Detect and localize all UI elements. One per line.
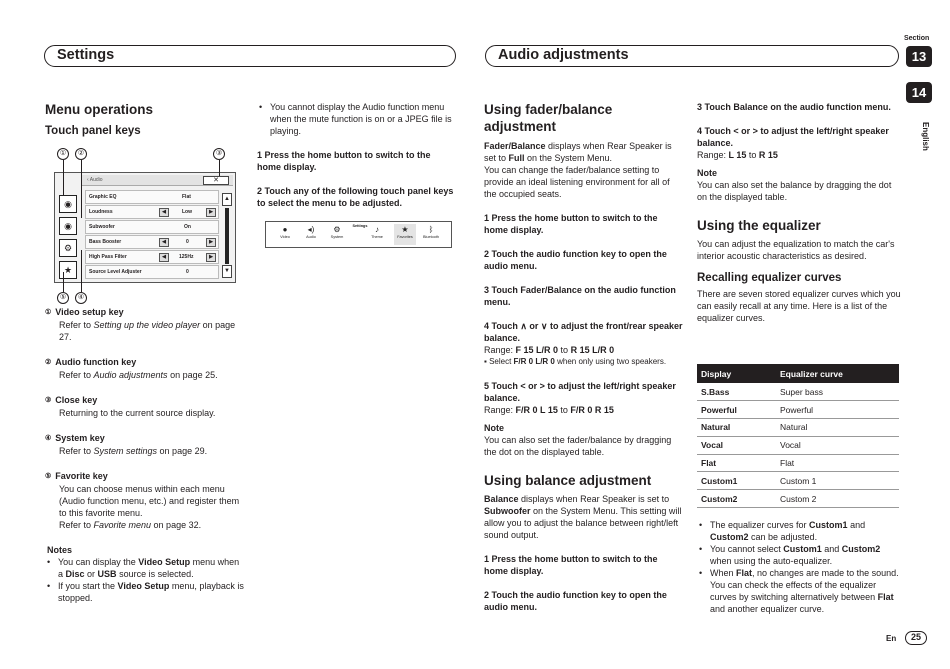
key-desc-ref: Favorite menu [93,520,152,530]
key-item [45,306,245,343]
note-heading: Note [697,168,717,178]
key-item [45,432,245,457]
range-text: to [557,405,571,415]
fader-desc: You can change the fader/balance setting to provide an ideal listening environment for all of the occupied seats. [484,165,670,199]
inline-bold: Fader/Balance [484,141,546,151]
arrow-left-icon: ◀ [159,238,169,247]
note-text: and another equalizer curve. [710,604,825,614]
range-text: to [746,150,759,160]
key-desc: Refer to [59,520,94,530]
menu-label: System [330,235,344,239]
eq-note [697,543,902,567]
table-row [697,401,899,419]
key-title: Audio function key [55,357,137,367]
menu-tile-audio [300,224,322,245]
balance-step-3: 3 Touch Balance on the audio function menu. [697,102,891,112]
bluetooth-icon: ᛒ [428,225,434,234]
row-value: 0 [186,239,189,245]
system-key-icon: ⚙ [59,239,77,257]
menu-tile-favorites [394,224,416,245]
header-settings [44,45,456,67]
key-desc: Returning to the current source display. [59,408,216,418]
range-bold: R 15 [758,150,778,160]
callout-1: ① [57,148,69,160]
range-text: Range: [484,405,516,415]
callout-2: ② [75,148,87,160]
arrow-left-icon: ◀ [159,208,169,217]
step-4: 4 Touch ∧ or ∨ to adjust the front/rear speaker balance. [484,321,683,343]
table-cell: Natural [697,419,776,437]
language-label: English [921,122,930,151]
step-1: 1 Press the home button to switch to the home display. [257,150,431,172]
inline-bold: Subwoofer [484,506,531,516]
key-descriptions [45,306,245,604]
arrow-right-icon: ▶ [206,208,216,217]
menu-label: Video [280,235,290,239]
balance-range [697,149,902,161]
tip-text: Select [489,357,514,366]
screen-row [85,190,219,204]
menu-label: Bluetooth [422,235,440,239]
note-heading: Note [484,423,504,433]
section-label: Section [904,35,930,42]
note-text: You can display the [58,557,139,567]
section-14-badge: 14 [906,82,932,103]
equalizer-notes [697,519,902,615]
column-4 [697,101,902,324]
note-item [45,580,245,604]
screen-title: Audio [89,177,103,183]
key-title: System key [55,433,105,443]
range-bold: R 15 L/R 0 [570,345,615,355]
notes-heading: Notes [47,545,73,555]
key-desc-ref: Setting up the video player [93,320,201,330]
table-cell: Powerful [776,401,899,419]
range-bold: F 15 L/R 0 [515,345,559,355]
screen-row [85,265,219,279]
table-header: Equalizer curve [776,364,899,383]
table-header: Display [697,364,776,383]
note-text: and [821,544,842,554]
range-bold: F/R 0 L 15 [515,405,558,415]
recalling-heading: Recalling equalizer curves [697,272,842,284]
key-item [45,356,245,381]
range-4 [484,344,684,356]
table-cell: Flat [776,454,899,472]
step-1: 1 Press the home button to switch to the home display. [484,213,658,235]
key-desc: Refer to [59,370,94,380]
note-text: when using the auto-equalizer. [710,556,833,566]
callout-line [63,272,64,292]
close-key-icon: ✕ [203,176,229,185]
note-bold: Custom2 [710,532,749,542]
note-text: If you start the [58,581,118,591]
section-13-badge: 13 [906,46,932,67]
eq-note [697,567,902,615]
page-number: 25 [905,631,927,645]
bullet-item: • You cannot display the Audio function menu when the mute function is on or a JPEG file is playing. [257,101,457,137]
key-title: Video setup key [55,307,124,317]
key-desc: You can choose menus within each menu (Audio function menu, etc.) and register them to this favorite menu. [59,484,240,518]
note-item [45,556,245,580]
key-item [45,394,245,419]
inline-text: on the System Menu. This setting will allow you to adjust the balance between right/left sound output. [484,506,682,540]
touch-panel-keys-heading: Touch panel keys [45,125,141,137]
inline-bold: Balance [484,494,519,504]
menu-label: Favorites [397,235,413,239]
table-row [697,472,899,490]
balance-step-4: 4 Touch < or > to adjust the left/right speaker balance. [697,126,889,148]
inline-bold: Full [508,153,525,163]
note-bold: Disc [65,569,85,579]
key-desc: Refer to [59,320,94,330]
note-text: menu when a [58,557,240,579]
note-bold: Flat [877,592,894,602]
favorite-key-icon: ★ [59,261,77,279]
note-text: When [710,568,737,578]
table-cell: Natural [776,419,899,437]
video-setup-key-icon: ◉ [59,195,77,213]
callout-5: ⑤ [57,292,69,304]
note-text: or [84,569,98,579]
home-menu-strip [265,221,452,248]
menu-label: Audio [306,235,316,239]
column-3 [484,101,684,613]
row-label: Bass Booster [89,239,122,245]
screen-title-bar: ‹ Audio [81,175,233,186]
step-5: 5 Touch < or > to adjust the left/right speaker balance. [484,381,676,403]
menu-settings-label: Settings [352,224,368,228]
note-text: and [847,520,866,530]
menu-operations-heading: Menu operations [45,102,154,117]
callout-line [219,160,220,176]
key-item [45,470,245,531]
callout-line [81,250,82,292]
screen-row [85,250,219,264]
tip-bold: F/R 0 L/R 0 [513,357,555,366]
tip-text: when only using two speakers. [554,357,667,366]
inline-text: displays when Rear Speaker is set to [484,141,672,163]
table-cell: Vocal [776,436,899,454]
key-desc: on page 29. [157,446,208,456]
key-num: ③ [45,397,52,404]
table-cell: Custom1 [697,472,776,490]
key-desc: Refer to [59,446,94,456]
menu-tile-bluetooth [420,224,442,245]
note-text: You can also set the fader/balance by dragging the dot on the displayed table. [484,435,672,457]
eq-note [697,519,902,543]
balance-step-1: 1 Press the home button to switch to the home display. [484,554,658,576]
scroll-up-icon: ▲ [222,193,232,206]
balance-step-2: 2 Touch the audio function key to open the audio menu. [484,590,667,612]
table-cell: Powerful [697,401,776,419]
theme-icon: ♪ [375,225,379,234]
key-desc-ref: System settings [93,446,158,456]
inline-text: on the System Menu. [524,153,613,163]
row-value: Low [182,209,192,215]
menu-tile-system [326,224,348,245]
menu-tile-theme [366,224,388,245]
range-bold: L 15 [728,150,747,160]
note-bold: Video Setup [138,557,191,567]
footer-lang: En [886,634,897,643]
table-cell: Super bass [776,383,899,401]
note-bold: Video Setup [117,581,170,591]
note-text: You can also set the balance by dragging the dot on the displayed table. [697,180,892,202]
range-text: Range: [484,345,516,355]
header-settings-text: Settings [57,47,115,63]
step-3: 3 Touch Fader/Balance on the audio function menu. [484,285,676,307]
balance-intro [484,493,684,541]
key-desc: on page 25. [167,370,218,380]
note-text: You cannot select [710,544,784,554]
key-desc: on page 27. [59,320,236,342]
range-text: Range: [697,150,729,160]
table-cell: Vocal [697,436,776,454]
arrow-left-icon: ◀ [159,253,169,262]
step-2: 2 Touch the audio function key to open the audio menu. [484,249,667,271]
key-num: ④ [45,435,52,442]
table-row [697,490,899,508]
step-2: 2 Touch any of the following touch panel keys to select the menu to be adjusted. [257,186,454,208]
equalizer-heading: Using the equalizer [697,218,821,233]
audio-function-key-icon: ◉ [59,217,77,235]
equalizer-table [697,364,899,508]
callout-line [81,160,82,218]
table-cell: Custom 1 [776,472,899,490]
note-bold: Custom1 [783,544,822,554]
scrollbar-track [225,208,229,264]
table-cell: Flat [697,454,776,472]
row-label: Loudness [89,209,113,215]
note-bold: Flat [736,568,753,578]
row-label: Subwoofer [89,224,115,230]
step-4-tip [484,356,684,368]
table-header-row [697,364,899,383]
column-1 [45,101,245,139]
callout-4: ④ [75,292,87,304]
note-text: source is selected. [116,569,194,579]
table-row [697,383,899,401]
video-icon: ● [282,225,288,234]
callout-line [63,160,64,196]
key-num: ⑤ [45,473,52,480]
row-label: Graphic EQ [89,194,117,200]
menu-tile-video [274,224,296,245]
row-value: 125Hz [179,254,194,260]
key-title: Favorite key [55,471,108,481]
key-num: ① [45,309,52,316]
screen-row [85,220,219,234]
note-text: The equalizer curves for [710,520,810,530]
equalizer-intro: You can adjust the equalization to match the car's interior acoustic characteristics as desired. [697,239,895,261]
note-bold: Custom2 [841,544,881,554]
row-value: 0 [186,269,189,275]
row-value: On [184,224,191,230]
scroll-down-icon: ▼ [222,265,232,278]
arrow-right-icon: ▶ [206,253,216,262]
key-title: Close key [55,395,98,405]
screen-row [85,235,219,249]
arrow-right-icon: ▶ [206,238,216,247]
fader-balance-heading: Using fader/balance adjustment [484,102,613,134]
column-2 [257,101,457,209]
screen-row [85,205,219,219]
recalling-intro: There are seven stored equalizer curves which you can easily recall at any time. Here is a list of the equalizer curves. [697,289,901,323]
table-row [697,454,899,472]
menu-label: Theme [371,235,383,239]
speaker-icon: ◂) [307,225,315,234]
table-row [697,419,899,437]
table-cell: Custom 2 [776,490,899,508]
key-num: ② [45,359,52,366]
header-audio-text: Audio adjustments [498,47,629,63]
note-text: , no changes are made to the sound. You can check the effects of the equalizer curves by switching alternatively between [710,568,899,602]
key-desc-ref: Audio adjustments [93,370,168,380]
callout-3: ③ [213,148,225,160]
table-cell: Custom2 [697,490,776,508]
header-audio-adjustments [485,45,899,67]
range-5 [484,404,684,416]
key-desc: on page 32. [151,520,202,530]
notes-list [45,556,245,604]
table-cell: S.Bass [697,383,776,401]
range-bold: F/R 0 R 15 [570,405,614,415]
star-icon: ★ [401,225,409,234]
balance-heading: Using balance adjustment [484,473,652,488]
note-bold: USB [97,569,117,579]
row-label: Source Level Adjuster [89,269,142,275]
square-bullet-icon: ▪ [484,357,490,366]
range-text: to [558,345,571,355]
table-row [697,436,899,454]
note-text: menu, playback is stopped. [58,581,244,603]
note-bold: Custom1 [809,520,848,530]
fader-intro [484,140,684,164]
inline-text: displays when Rear Speaker is set to [518,494,670,504]
row-label: High Pass Filter [89,254,127,260]
note-text: can be adjusted. [748,532,818,542]
row-value: Flat [182,194,191,200]
gear-icon: ⚙ [333,225,341,234]
